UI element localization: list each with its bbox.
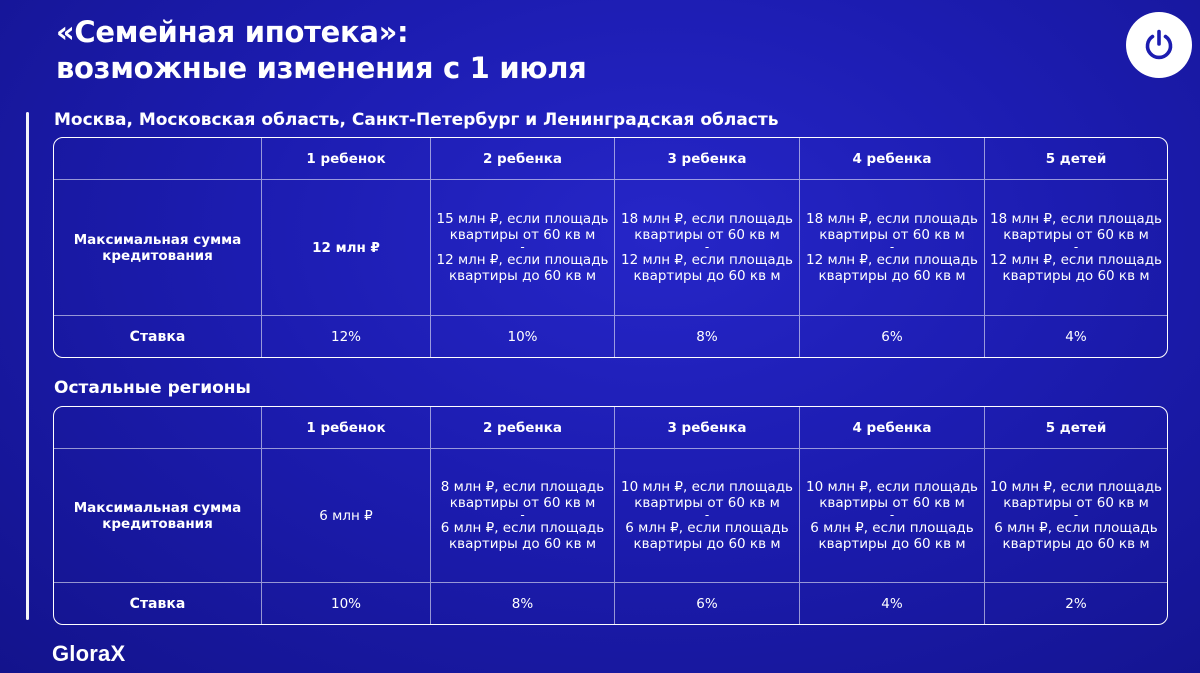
rate-cell: 10% <box>431 316 615 357</box>
header-cell: 5 детей <box>985 407 1167 449</box>
separator-dash: - <box>704 508 710 522</box>
condition-under-60: 12 млн ₽, если площадь квартиры до 60 кв м <box>436 252 609 284</box>
max-amount-cell <box>800 180 985 316</box>
rate-row <box>54 583 1167 624</box>
rate-cell: 8% <box>615 316 800 357</box>
header-cell: 2 ребенка <box>431 138 615 180</box>
header-cell: 2 ребенка <box>431 407 615 449</box>
left-accent-line <box>26 112 29 620</box>
rate-cell: 10% <box>262 583 431 624</box>
row-label-max-amount: Максимальная сумма кредитования <box>54 449 262 583</box>
header-cell-empty <box>54 407 262 449</box>
condition-under-60: 6 млн ₽, если площадь квартиры до 60 кв м <box>625 520 789 552</box>
rate-cell: 12% <box>262 316 431 357</box>
row-label-rate: Ставка <box>54 583 262 624</box>
mortgage-table-other-regions <box>53 406 1168 625</box>
table-header-row <box>54 138 1167 180</box>
page-title <box>56 14 587 86</box>
condition-under-60: 6 млн ₽, если площадь квартиры до 60 кв м <box>810 520 974 552</box>
condition-over-60: 15 млн ₽, если площадь квартиры от 60 кв м <box>436 211 609 243</box>
rate-cell: 2% <box>1065 595 1087 612</box>
row-label-rate: Ставка <box>54 316 262 357</box>
max-amount-cell <box>431 449 615 583</box>
condition-under-60: 12 млн ₽, если площадь квартиры до 60 кв м <box>806 252 978 284</box>
header-cell: 5 детей <box>985 138 1167 180</box>
condition-over-60: 10 млн ₽, если площадь квартиры от 60 кв м <box>990 479 1162 511</box>
title-line-2: возможные изменения с 1 июля <box>56 51 587 85</box>
rate-cell: 4% <box>1065 328 1087 345</box>
condition-over-60: 18 млн ₽, если площадь квартиры от 60 кв м <box>806 211 978 243</box>
max-amount-cell <box>615 449 800 583</box>
glorax-logo: GloraX <box>52 641 126 666</box>
separator-dash: - <box>520 240 525 254</box>
rate-cell: 4% <box>800 583 985 624</box>
table-header-row <box>54 407 1167 449</box>
condition-under-60: 12 млн ₽, если площадь квартиры до 60 кв м <box>621 252 793 284</box>
condition-over-60: 18 млн ₽, если площадь квартиры от 60 кв м <box>990 211 1162 243</box>
header-cell: 1 ребенок <box>262 407 431 449</box>
rate-cell: 6% <box>615 583 800 624</box>
max-amount-cell <box>985 180 1167 316</box>
mortgage-table-capitals <box>53 137 1168 358</box>
condition-over-60: 10 млн ₽, если площадь квартиры от 60 кв м <box>621 479 793 511</box>
max-amount-cell <box>615 180 800 316</box>
max-amount-row <box>54 180 1167 316</box>
header-cell: 4 ребенка <box>800 138 985 180</box>
condition-over-60: 10 млн ₽, если площадь квартиры от 60 кв м <box>806 479 978 511</box>
max-amount-row <box>54 449 1167 583</box>
max-amount-cell <box>431 180 615 316</box>
power-icon <box>1126 12 1192 78</box>
header-cell-empty <box>54 138 262 180</box>
max-amount-cell <box>985 449 1167 583</box>
rate-cell: 6% <box>800 316 985 357</box>
separator-dash: - <box>704 240 710 254</box>
condition-under-60: 6 млн ₽, если площадь квартиры до 60 кв м <box>440 520 605 552</box>
rate-row <box>54 316 1167 357</box>
header-cell: 3 ребенка <box>615 407 800 449</box>
max-amount-cell: 6 млн ₽ <box>262 449 431 583</box>
section-title-other-regions: Остальные регионы <box>54 378 251 398</box>
separator-dash: - <box>520 508 525 522</box>
separator-dash: - <box>889 240 895 254</box>
header-cell: 4 ребенка <box>800 407 985 449</box>
separator-dash: - <box>1073 508 1079 522</box>
condition-under-60: 6 млн ₽, если площадь квартиры до 60 кв м <box>994 520 1158 552</box>
row-label-max-amount: Максимальная сумма кредитования <box>54 180 262 316</box>
max-amount-cell: 12 млн ₽ <box>262 180 431 316</box>
rate-cell: 8% <box>431 583 615 624</box>
title-line-1: «Семейная ипотека»: <box>56 15 409 49</box>
separator-dash: - <box>889 508 895 522</box>
header-cell: 1 ребенок <box>262 138 431 180</box>
max-amount-cell <box>800 449 985 583</box>
condition-over-60: 8 млн ₽, если площадь квартиры от 60 кв м <box>440 479 605 511</box>
condition-over-60: 18 млн ₽, если площадь квартиры от 60 кв м <box>621 211 793 243</box>
separator-dash: - <box>1073 240 1079 254</box>
header-cell: 3 ребенка <box>615 138 800 180</box>
section-title-capitals: Москва, Московская область, Санкт-Петербург и Ленинградская область <box>54 110 779 130</box>
condition-under-60: 12 млн ₽, если площадь квартиры до 60 кв м <box>990 252 1162 284</box>
